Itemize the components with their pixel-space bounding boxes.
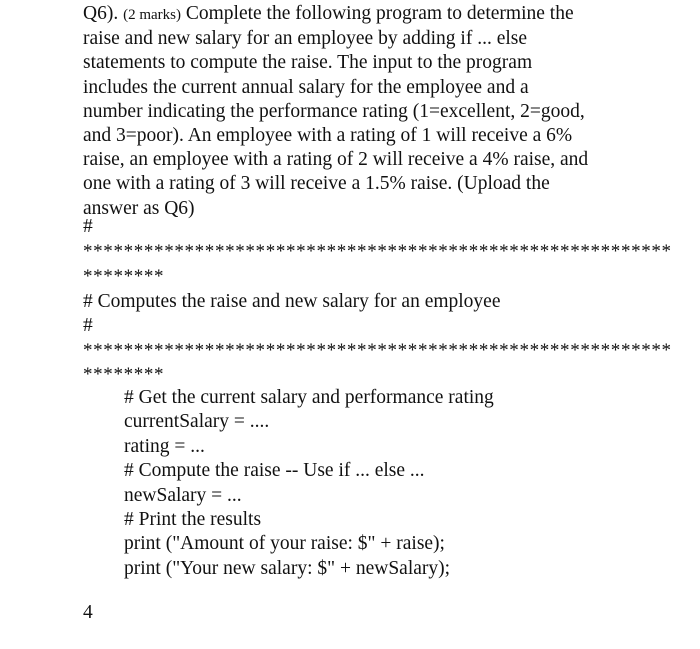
- hash-line-1: #: [83, 216, 93, 237]
- program-comment: # Computes the raise and new salary for an employee: [83, 291, 501, 312]
- code-block: [124, 386, 494, 581]
- question-body: Complete the following program to determine the raise and new salary for an employee by adding if ... else statements to compute the raise. The input to the program includes the current annual salary for the employee and a number indicating the performance rating (1=excellent, 2=good, and 3=poor). An employee with a rating of 1 will receive a 6% raise, an employee with a rating of 2 will receive a 4% raise, and one with a rating of 3 will receive a 1.5% raise. (Upload the answer as Q6): [83, 3, 589, 219]
- code-line: # Compute the raise -- Use if ... else ...: [124, 460, 425, 482]
- code-line: newSalary = ...: [124, 484, 242, 506]
- code-line: # Get the current salary and performance rating: [124, 387, 494, 408]
- stars-line-2a: **********************************************************: [83, 340, 672, 361]
- page-number: 4: [83, 602, 93, 623]
- code-line: print ("Amount of your raise: $" + raise);: [124, 533, 445, 555]
- question-text: [83, 0, 683, 221]
- code-line: currentSalary = ....: [124, 411, 270, 433]
- question-marks: (2 marks): [123, 7, 181, 23]
- question-label: Q6).: [83, 3, 124, 24]
- code-line: rating = ...: [124, 435, 205, 457]
- stars-line-2b: ********: [83, 364, 165, 385]
- code-line: # Print the results: [124, 509, 262, 531]
- code-line: print ("Your new salary: $" + newSalary);: [124, 557, 451, 579]
- document-body: [83, 0, 683, 579]
- stars-line-1b: ********: [83, 266, 165, 287]
- hash-line-2: #: [83, 315, 93, 336]
- stars-line-1a: **********************************************************: [83, 241, 672, 262]
